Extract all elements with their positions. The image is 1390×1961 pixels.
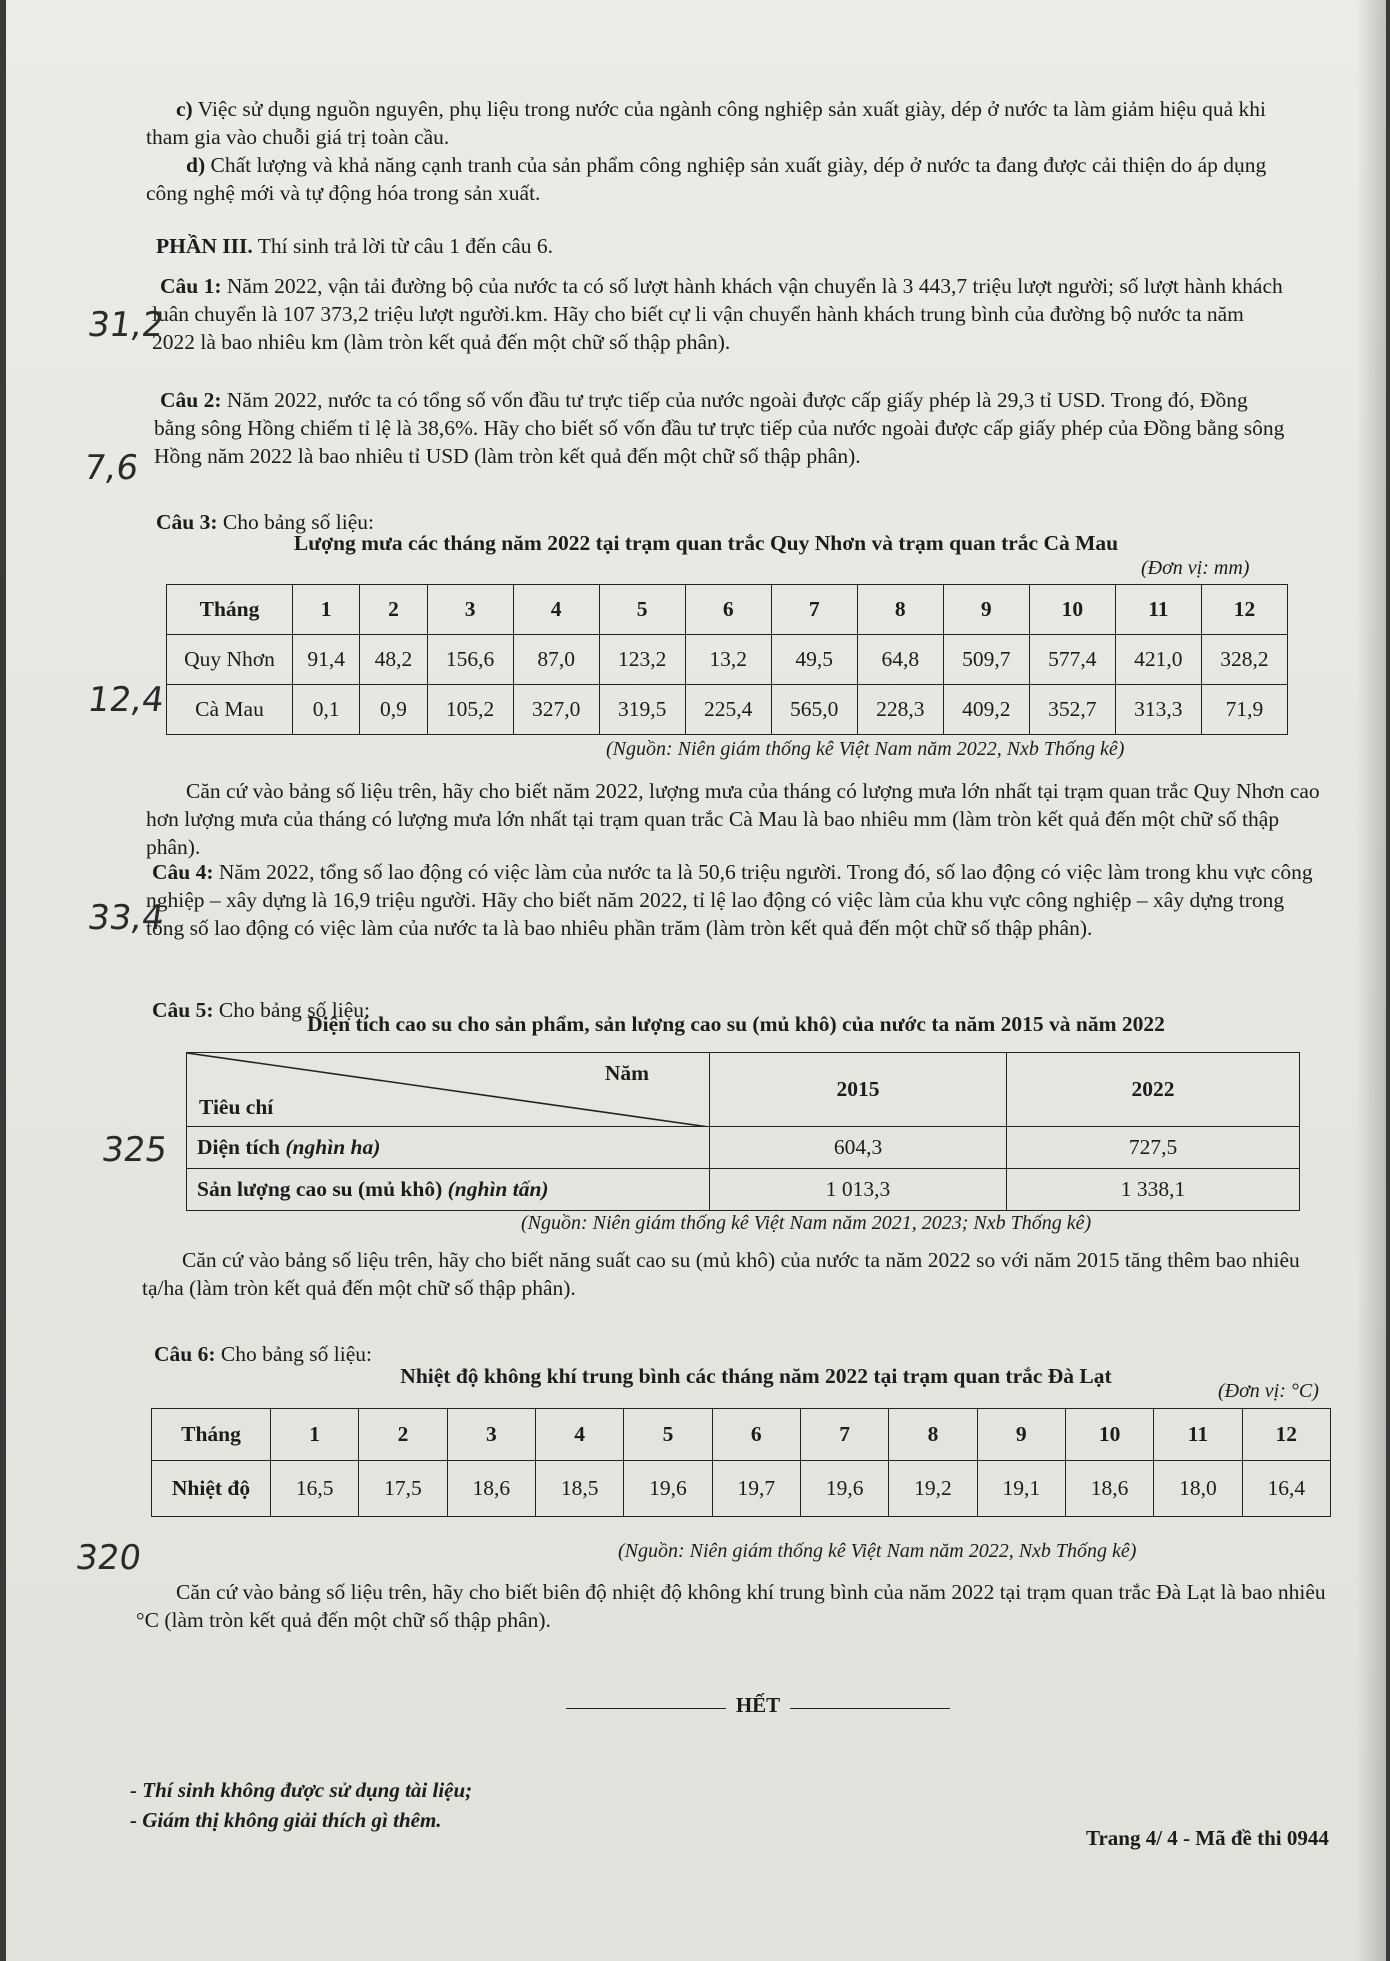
table-3-header-cell: 2 [360,585,427,635]
part2-d-text: Chất lượng và khả năng cạnh tranh của sản phẩm công nghiệp sản xuất giày, dép ở nước ta đang được cải thiện do áp dụng công nghệ mới và tự động hóa trong sản xuất. [146,153,1267,205]
criteria-cell [187,1127,710,1169]
question-5-text: Căn cứ vào bảng số liệu trên, hãy cho biết năng suất cao su (mủ khô) của nước ta năm 2022 so với năm 2015 tăng thêm bao nhiêu tạ/ha (làm tròn kết quả đến một chữ số thập phân). [142,1248,1300,1300]
table-cell: 17,5 [359,1461,447,1517]
table-6-header-cell: 9 [977,1409,1065,1461]
table-row [167,635,1288,685]
table-cell: 49,5 [771,635,857,685]
table-cell: 228,3 [857,685,943,735]
question-4-text: Năm 2022, tổng số lao động có việc làm của nước ta là 50,6 triệu người. Trong đó, số lao động có việc làm trong khu vực công nghiệp – xây dựng là 16,9 triệu người. Hãy cho biết năm 2022, tỉ lệ lao động có việc làm của khu vực công nghiệp – xây dựng trong tổng số lao động có việc làm của nước ta là bao nhiêu phần trăm (làm tròn kết quả đến một chữ số thập phân). [146,860,1313,940]
part2-d [146,151,1276,207]
table-row [187,1169,1300,1211]
table-6-header-cell: 2 [359,1409,447,1461]
question-1-label: Câu 1: [160,274,222,298]
table-cell: 421,0 [1115,635,1201,685]
table-cell: 313,3 [1115,685,1201,735]
question-5-label: Câu 5: [152,998,214,1022]
table-cell: 19,6 [800,1461,888,1517]
table-cell: 13,2 [685,635,771,685]
table-6-header-cell: Tháng [152,1409,271,1461]
table-5-corner-cell [187,1053,710,1127]
table-3-header-cell: 11 [1115,585,1201,635]
temperature-table [151,1408,1331,1517]
table-cell: 91,4 [293,635,360,685]
question-1 [152,272,1287,356]
table-row [152,1461,1331,1517]
table-cell: 156,6 [427,635,513,685]
question-3-text: Căn cứ vào bảng số liệu trên, hãy cho biết năm 2022, lượng mưa của tháng có lượng mưa lớn nhất tại trạm quan trắc Quy Nhơn cao hơn lượng mưa của tháng có lượng mưa lớn nhất tại trạm quan trắc Cà Mau là bao nhiêu mm (làm tròn kết quả đến một chữ số thập phân). [146,779,1320,859]
table-6-header-cell: 3 [447,1409,535,1461]
end-label: HẾT [735,1693,781,1717]
corner-criteria-label: Tiêu chí [199,1095,274,1119]
table-cell: 19,1 [977,1461,1065,1517]
table-cell: 16,4 [1242,1461,1330,1517]
end-marker [538,1693,978,1718]
question-6-intro-text: Cho bảng số liệu: [220,1342,372,1366]
year-2015-header: 2015 [710,1053,1007,1127]
part3-instruction: Thí sinh trả lời từ câu 1 đến câu 6. [257,234,554,258]
part2-c [146,95,1276,151]
table-3-source: (Nguồn: Niên giám thống kê Việt Nam năm 2022, Nxb Thống kê) [606,738,1125,760]
table-cell: 18,6 [447,1461,535,1517]
table-cell: 565,0 [771,685,857,735]
table-3-header-cell: 12 [1201,585,1287,635]
table-3-header-cell: 1 [293,585,360,635]
table-row [187,1127,1300,1169]
criteria-unit: (nghìn tấn) [447,1177,549,1201]
question-3-label: Câu 3: [156,510,218,534]
table-3-header-cell: 5 [599,585,685,635]
table-cell: 18,0 [1154,1461,1242,1517]
table-cell: 105,2 [427,685,513,735]
handwritten-answer-2: 7,6 [81,448,141,488]
table-cell: 19,6 [624,1461,712,1517]
table-cell: 509,7 [943,635,1029,685]
question-4 [146,858,1321,942]
table-cell: 19,7 [712,1461,800,1517]
handwritten-answer-1: 31,2 [85,305,167,345]
table-6-header-cell: 12 [1242,1409,1330,1461]
table-6-header-cell: 11 [1154,1409,1242,1461]
table-6-header-cell: 6 [712,1409,800,1461]
row-label: Nhiệt độ [152,1461,271,1517]
handwritten-answer-6: 320 [73,1538,144,1578]
table-6-header-cell: 7 [800,1409,888,1461]
question-4-label: Câu 4: [152,860,214,884]
part3-heading [156,232,1256,260]
table-cell: 71,9 [1201,685,1287,735]
table-cell: 0,9 [360,685,427,735]
part2-d-label: d) [186,153,206,177]
exam-sheet [6,0,1386,1961]
question-3-intro-text: Cho bảng số liệu: [222,510,374,534]
table-cell: 319,5 [599,685,685,735]
question-2-text: Năm 2022, nước ta có tổng số vốn đầu tư trực tiếp của nước ngoài được cấp giấy phép là 29,3 tỉ USD. Trong đó, Đồng bằng sông Hồng chiếm tỉ lệ là 38,6%. Hãy cho biết số vốn đầu tư trực tiếp của nước ngoài được cấp giấy phép của Đồng bằng sông Hồng năm 2022 là bao nhiêu tỉ USD (làm tròn kết quả đến một chữ số thập phân). [154,388,1285,468]
table-cell: 123,2 [599,635,685,685]
table-cell: 18,5 [535,1461,623,1517]
handwritten-answer-4: 33,4 [85,898,167,938]
end-rule-right [790,1708,950,1709]
note-2: - Giám thị không giải thích gì thêm. [130,1808,442,1832]
station-name: Cà Mau [167,685,293,735]
table-3-unit: (Đơn vị: mm) [1141,557,1250,579]
table-cell: 328,2 [1201,635,1287,685]
table-5-title: Diện tích cao su cho sản phẩm, sản lượng cao su (mủ khô) của nước ta năm 2015 và năm 2022 [307,1012,1165,1036]
table-3-header-cell: 9 [943,585,1029,635]
note-1: - Thí sinh không được sử dụng tài liệu; [130,1778,473,1802]
rubber-table [186,1052,1300,1211]
part2-c-label: c) [176,97,193,121]
end-rule-left [566,1708,726,1709]
station-name: Quy Nhơn [167,635,293,685]
table-cell: 64,8 [857,635,943,685]
table-6-header-cell: 8 [889,1409,977,1461]
table-6-header-row [152,1409,1331,1461]
table-cell: 225,4 [685,685,771,735]
table-cell: 87,0 [513,635,599,685]
table-5-header-row [187,1053,1300,1127]
question-1-text: Năm 2022, vận tải đường bộ của nước ta có số lượt hành khách vận chuyển là 3 443,7 triệu lượt người; số lượt hành khách luân chuyển là 107 373,2 triệu lượt người.km. Hãy cho biết cự li vận chuyển hành khách trung bình của đường bộ nước ta năm 2022 là bao nhiêu km (làm tròn kết quả đến một chữ số thập phân). [152,274,1283,354]
table-6-header-cell: 5 [624,1409,712,1461]
criteria-cell [187,1169,710,1211]
table-3-header-cell: 8 [857,585,943,635]
table-6-header-cell: 4 [535,1409,623,1461]
question-5-intro-text: Cho bảng số liệu: [218,998,370,1022]
handwritten-answer-3: 12,4 [85,680,167,720]
table-5-source: (Nguồn: Niên giám thống kê Việt Nam năm 2021, 2023; Nxb Thống kê) [521,1212,1092,1234]
table-row [167,685,1288,735]
table-6-title: Nhiệt độ không khí trung bình các tháng năm 2022 tại trạm quan trắc Đà Lạt [400,1364,1112,1388]
question-6-label: Câu 6: [154,1342,216,1366]
year-2022-header: 2022 [1007,1053,1300,1127]
table-cell: 577,4 [1029,635,1115,685]
table-3-header-cell: 7 [771,585,857,635]
criteria-name: Sản lượng cao su (mủ khô) [197,1177,443,1201]
table-cell: 48,2 [360,635,427,685]
table-6-header-cell: 1 [271,1409,359,1461]
page-shadow [1356,0,1386,1961]
table-6-unit: (Đơn vị: °C) [1218,1380,1319,1402]
table-cell: 604,3 [710,1127,1007,1169]
table-cell: 1 013,3 [710,1169,1007,1211]
question-6-text: Căn cứ vào bảng số liệu trên, hãy cho biết biên độ nhiệt độ không khí trung bình của năm 2022 tại trạm quan trắc Đà Lạt là bao nhiêu °C (làm tròn kết quả đến một chữ số thập phân). [136,1580,1326,1632]
table-cell: 19,2 [889,1461,977,1517]
table-3-header-cell: 10 [1029,585,1115,635]
table-3-title: Lượng mưa các tháng năm 2022 tại trạm quan trắc Quy Nhơn và trạm quan trắc Cà Mau [293,531,1119,555]
table-3-header-row [167,585,1288,635]
table-cell: 1 338,1 [1007,1169,1300,1211]
table-3-header-cell: Tháng [167,585,293,635]
table-cell: 18,6 [1065,1461,1153,1517]
table-cell: 16,5 [271,1461,359,1517]
table-6-header-cell: 10 [1065,1409,1153,1461]
page-footer: Trang 4/ 4 - Mã đề thi 0944 [1086,1826,1329,1850]
table-cell: 409,2 [943,685,1029,735]
part3-heading-label: PHẦN III. [156,234,253,258]
table-3-header-cell: 3 [427,585,513,635]
question-2-label: Câu 2: [160,388,222,412]
table-cell: 352,7 [1029,685,1115,735]
table-cell: 327,0 [513,685,599,735]
question-2 [154,386,1289,470]
table-cell: 727,5 [1007,1127,1300,1169]
table-3-header-cell: 4 [513,585,599,635]
table-cell: 0,1 [293,685,360,735]
handwritten-answer-5: 325 [99,1130,170,1170]
table-6-source: (Nguồn: Niên giám thống kê Việt Nam năm 2022, Nxb Thống kê) [618,1540,1137,1562]
criteria-name: Diện tích [197,1135,281,1159]
corner-year-label: Năm [604,1061,649,1085]
table-3-header-cell: 6 [685,585,771,635]
rainfall-table [166,584,1288,735]
part2-c-text: Việc sử dụng nguồn nguyên, phụ liệu trong nước của ngành công nghiệp sản xuất giày, dép ở nước ta làm giảm hiệu quả khi tham gia vào chuỗi giá trị toàn cầu. [146,97,1266,149]
criteria-unit: (nghìn ha) [285,1135,381,1159]
